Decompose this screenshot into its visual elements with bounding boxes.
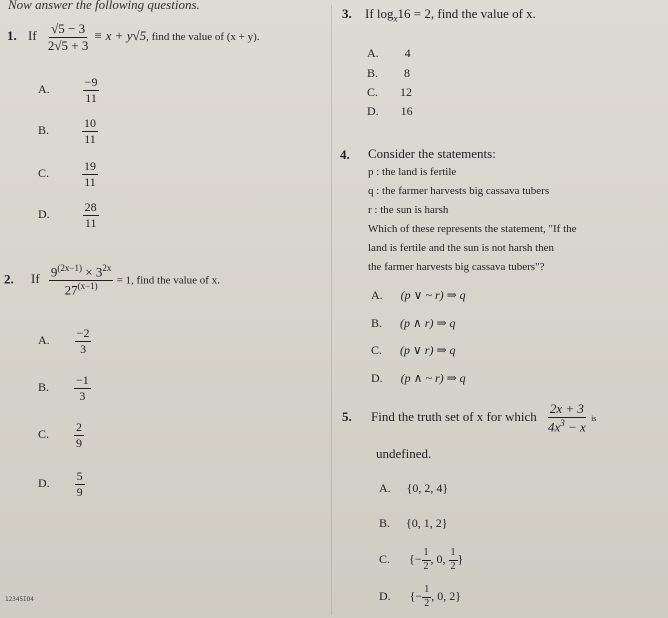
q5-option-a-label: A. — [379, 481, 391, 495]
question-1-denominator: 2√5 + 3 — [47, 37, 89, 53]
q3-option-d[interactable] — [367, 104, 413, 119]
q5-den-a: 4x — [547, 418, 561, 434]
q5-option-c-d2: 2 — [450, 560, 456, 572]
q2-option-a-num: −2 — [76, 326, 90, 340]
q5-option-a[interactable] — [379, 481, 448, 496]
q2-option-c[interactable] — [38, 421, 84, 449]
q3-option-a[interactable] — [367, 46, 411, 61]
q2-option-d-label: D. — [38, 475, 50, 490]
q1-option-d-num: 28 — [84, 200, 97, 214]
q4-option-a[interactable] — [371, 288, 466, 303]
q1-option-c-value — [82, 160, 98, 188]
q3-option-b-value: 8 — [404, 66, 411, 80]
question-5-fraction — [546, 402, 588, 434]
q2-num-exp1: (2x−1) — [57, 263, 82, 273]
q4-line-3: q : the farmer harvests big cassava tubers — [368, 185, 550, 197]
question-2-number: 2. — [4, 271, 14, 287]
q5-option-c-pre: {− — [409, 551, 422, 566]
q4-line-6: land is fertile and the sun is not harsh then — [368, 242, 555, 254]
q4-option-b-value: (p ∧ r) ⇒ q — [400, 316, 456, 330]
q2-option-a[interactable] — [38, 327, 91, 355]
q2-option-a-den: 3 — [80, 341, 87, 356]
q5-option-c-n2: 1 — [449, 548, 458, 561]
q4-option-c[interactable] — [371, 343, 456, 358]
q4-option-d[interactable] — [371, 371, 466, 386]
q2-option-d-value — [75, 470, 85, 498]
question-5-denominator — [546, 418, 588, 434]
q4-line-2: p : the land is fertile — [368, 166, 457, 178]
q5-option-d-pre: {− — [409, 588, 423, 603]
q1-option-c-den: 11 — [84, 174, 96, 189]
q2-option-b-num: −1 — [76, 373, 89, 387]
q1-option-d-label: D. — [38, 206, 50, 221]
q5-option-d-d: 2 — [424, 597, 430, 609]
q2-den-base: 27 — [64, 282, 78, 298]
q4-option-c-value: (p ∨ r) ⇒ q — [400, 343, 456, 357]
q5-option-b-value: {0, 1, 2} — [406, 516, 448, 530]
q5-option-d-n: 1 — [422, 585, 431, 598]
question-1-lead: If — [28, 28, 37, 44]
footer-code: 12345IO4 — [5, 596, 34, 603]
q5-option-c-n1: 1 — [422, 548, 431, 561]
question-3-number: 3. — [342, 6, 352, 21]
q5-den-exp: 3 — [560, 417, 565, 428]
question-1 — [7, 22, 260, 52]
q4-option-a-value: (p ∨ ~ r) ⇒ q — [400, 288, 466, 302]
question-1-identity: ≡ x + y√5 — [93, 28, 147, 44]
question-5-tail: is — [591, 413, 597, 423]
question-2-fraction — [49, 264, 113, 297]
q1-option-d-value — [83, 201, 99, 229]
q2-option-c-den: 9 — [76, 435, 83, 450]
q4-option-b[interactable] — [371, 316, 456, 331]
q3-option-a-label: A. — [367, 46, 379, 60]
q1-option-c[interactable] — [38, 160, 98, 188]
q2-option-d-num: 5 — [76, 469, 83, 483]
question-1-fraction — [46, 22, 90, 52]
q2-option-b-den: 3 — [79, 388, 86, 403]
q2-option-a-label: A. — [38, 332, 50, 347]
question-5-line-2: undefined. — [376, 446, 432, 461]
q5-option-c-frac1 — [422, 548, 431, 572]
question-1-number: 1. — [7, 28, 17, 44]
q2-den-exp: (x−1) — [77, 280, 98, 291]
question-5-number: 5. — [342, 408, 352, 424]
q1-option-c-label: C. — [38, 165, 50, 180]
q2-option-b[interactable] — [38, 374, 91, 402]
question-5-text: Find the truth set of x for which — [371, 408, 537, 424]
q2-num-times: × 3 — [82, 264, 103, 280]
q3-option-d-value: 16 — [400, 104, 413, 118]
q1-option-a-value — [83, 76, 100, 104]
q1-option-b[interactable] — [38, 117, 98, 145]
question-2-denominator — [63, 281, 100, 297]
q4-option-b-label: B. — [371, 316, 383, 330]
q1-option-a-den: 11 — [85, 90, 97, 105]
q1-option-c-num: 19 — [84, 159, 97, 173]
question-3-text-b: 16 = 2, find the value of x. — [397, 6, 536, 21]
question-2-numerator — [49, 264, 113, 281]
question-4-number: 4. — [340, 147, 350, 162]
q3-option-b[interactable] — [367, 66, 410, 81]
q5-option-c[interactable] — [379, 548, 463, 572]
q1-option-d-den: 11 — [84, 215, 97, 230]
q1-option-d[interactable] — [38, 201, 99, 229]
q5-option-b[interactable] — [379, 516, 448, 531]
question-2 — [4, 264, 220, 297]
q3-option-a-value: 4 — [404, 46, 411, 60]
q1-option-b-den: 11 — [84, 131, 96, 146]
q3-option-d-label: D. — [367, 104, 379, 118]
q2-option-d-den: 9 — [76, 484, 83, 499]
q5-option-c-d1: 2 — [423, 560, 429, 572]
instructions-header: Now answer the following questions. — [8, 0, 200, 12]
q5-option-b-label: B. — [379, 516, 391, 530]
question-3-text-a: If log — [365, 6, 394, 21]
question-3 — [342, 6, 536, 24]
q3-option-c-value: 12 — [400, 85, 413, 99]
q3-option-b-label: B. — [367, 66, 379, 80]
q4-option-c-label: C. — [371, 343, 383, 357]
q2-num-exp2: 2x — [102, 263, 112, 273]
q5-option-a-value: {0, 2, 4} — [406, 481, 449, 495]
q2-num-base: 9 — [50, 264, 58, 280]
q5-option-d[interactable] — [379, 585, 461, 609]
q2-option-c-value — [74, 421, 84, 449]
q1-option-b-value — [82, 117, 98, 145]
question-5-numerator: 2x + 3 — [549, 401, 584, 416]
q4-line-1: Consider the statements: — [368, 146, 496, 161]
question-1-numerator: √5 − 3 — [51, 21, 86, 36]
q5-den-b: − x — [564, 418, 586, 434]
q2-option-d[interactable] — [38, 470, 85, 498]
q1-option-b-num: 10 — [84, 116, 97, 130]
question-1-tail: , find the value of (x + y). — [146, 31, 260, 44]
question-2-lead: If — [31, 271, 40, 287]
q3-option-c[interactable] — [367, 85, 412, 100]
q5-option-c-label: C. — [379, 551, 391, 566]
column-divider — [331, 5, 332, 615]
question-2-tail: = 1, find the value of x. — [116, 274, 220, 287]
q2-option-b-value — [74, 374, 91, 402]
q1-option-a-num: −9 — [84, 75, 98, 89]
q5-option-d-post: , 0, 2} — [431, 588, 461, 603]
q4-option-d-value: (p ∧ ~ r) ⇒ q — [400, 371, 466, 385]
q3-option-c-label: C. — [367, 85, 379, 99]
question-4-stem — [368, 144, 577, 277]
q1-option-b-label: B. — [38, 122, 50, 137]
question-3-sub: x — [393, 13, 398, 24]
q4-line-7: the farmer harvests big cassava tubers"? — [368, 261, 545, 273]
q5-option-c-frac2 — [449, 548, 458, 572]
q5-option-c-post: } — [457, 551, 464, 566]
q4-option-a-label: A. — [371, 288, 383, 302]
q4-option-d-label: D. — [371, 371, 383, 385]
q2-option-b-label: B. — [38, 379, 50, 394]
q5-option-d-frac — [422, 585, 431, 609]
q1-option-a[interactable] — [38, 76, 99, 104]
q4-line-5: Which of these represents the statement, "If the — [368, 223, 577, 235]
q2-option-c-label: C. — [38, 426, 50, 441]
q2-option-c-num: 2 — [76, 420, 83, 434]
q2-option-a-value — [75, 327, 92, 355]
q5-option-d-label: D. — [379, 588, 391, 603]
q1-option-a-label: A. — [38, 81, 50, 96]
question-5 — [342, 402, 596, 434]
q5-option-c-mid: , 0, — [430, 551, 449, 566]
q4-line-4: r : the sun is harsh — [368, 204, 449, 216]
